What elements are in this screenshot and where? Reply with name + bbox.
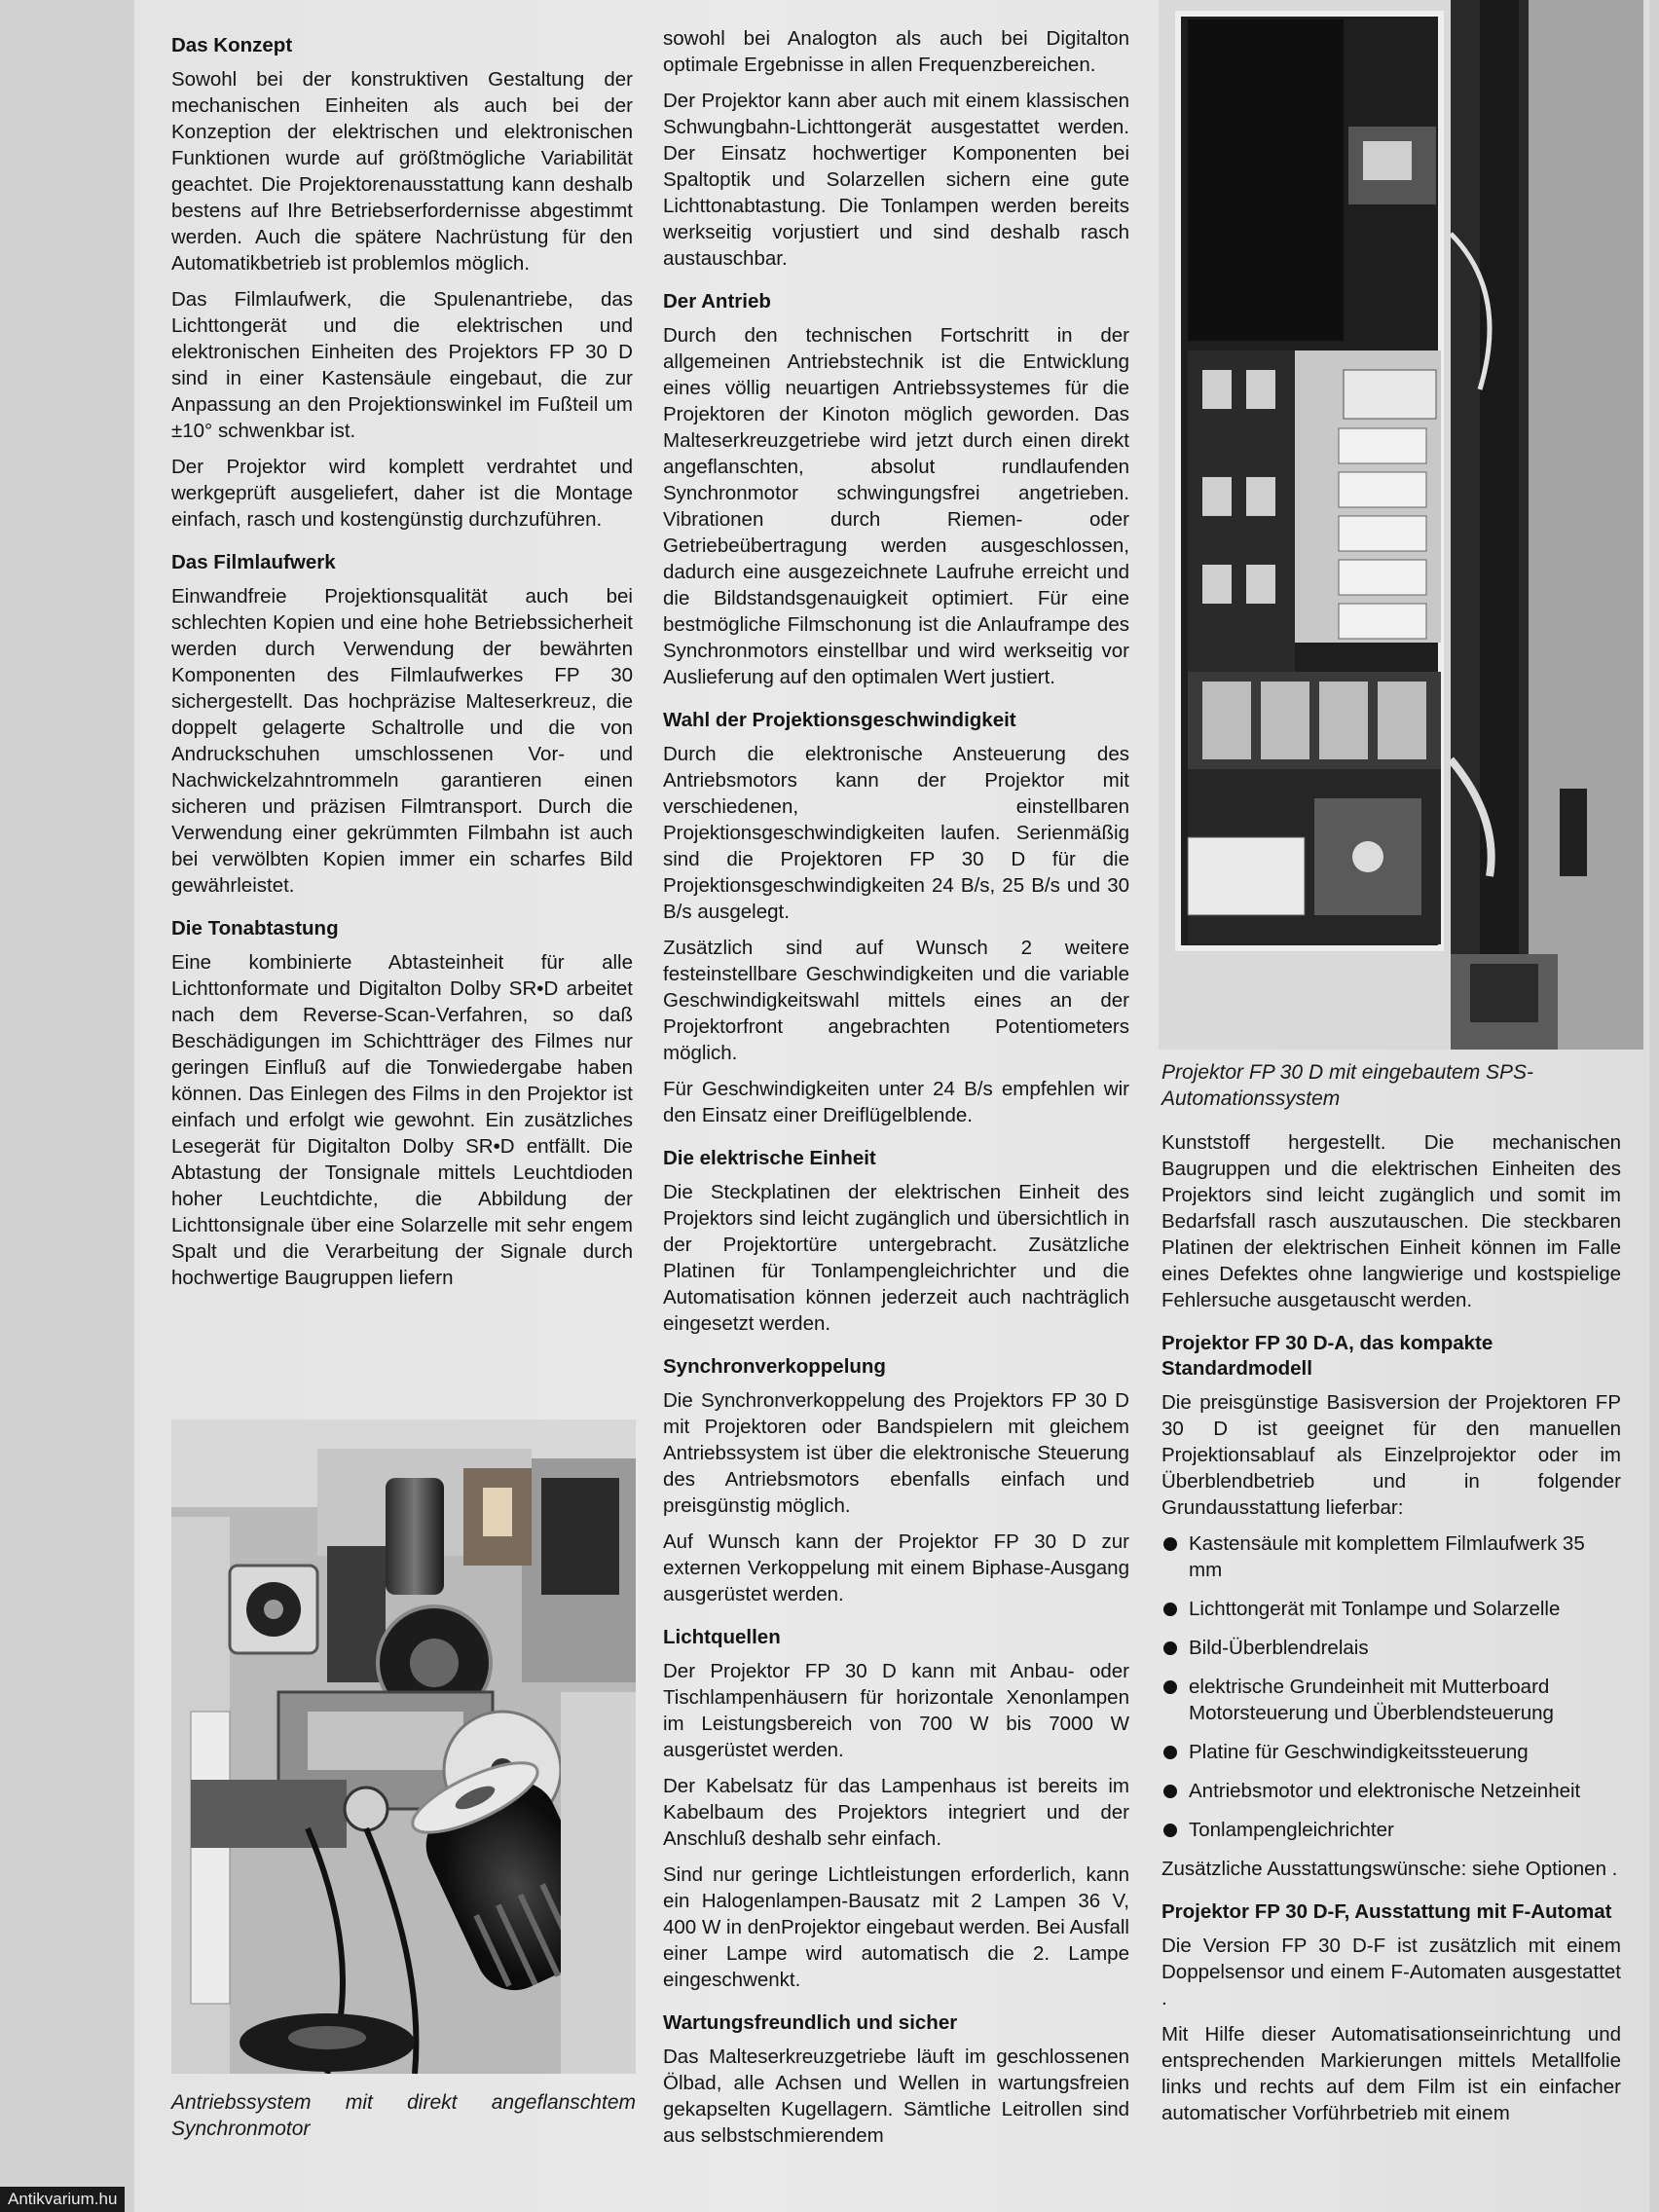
watermark-label: Antikvarium.hu [0,2187,125,2212]
paragraph-elektrisch: Die Steckplatinen der elektrischen Einheit des Projektors sind leicht zugänglich und übersichtlich in der Projektortüre untergebracht. Zusätzliche Platinen für Tonlampengleichrichter und die Automatisation können jederzeit auch nachträglich eingesetzt werden. [663,1181,1129,1335]
list-item: Lichttongerät mit Tonlampe und Solarzelle [1161,1596,1621,1622]
paragraph-licht-1: Der Projektor FP 30 D kann mit Anbau- oder Tischlampenhäusern für horizontale Xenonlampen im Leistungsbereich von 700 W bis 7000 W ausgerüstet werden. [663,1660,1129,1761]
text-column-middle [663,25,1129,2158]
heading-wahl: Wahl der Projektionsgeschwindigkeit [663,709,1016,731]
heading-elektrisch: Die elektrische Einheit [663,1147,876,1169]
paragraph-tonabtastung: Eine kombinierte Abtasteinheit für alle Lichttonformate und Digitalton Dolby SR•D arbeitet nach dem Reverse-Scan-Verfahren, so daß Beschädigungen im Schichtträger des Filmes nur geringen Einfluß auf die Tonwiedergabe haben können. Das Einlegen des Films in den Projektor ist einfach und erfolgt wie gewohnt. Ein zusätzliches Lesegerät für Digitalton Dolby SR•D entfällt. Die Abtastung der Tonsignale mittels Leuchtdioden hoher Leuchtdichte, die Abbildung der Lichttonsignale über eine Solarzelle mit sehr engem Spalt und die Verarbeitung der Signale durch hochwertige Baugruppen liefern [171,951,633,1289]
paragraph-konzept-3: Der Projektor wird komplett verdrahtet und werkgeprüft ausgeliefert, daher ist die Montage einfach, rasch und kostengünstig durchzuführen. [171,456,633,531]
paragraph-filmlaufwerk: Einwandfreie Projektionsqualität auch bei schlechten Kopien und eine hohe Betriebssicherheit werden durch Verwendung der bewährten Komponenten des Filmlaufwerkes FP 30 sichergestellt. Das hochpräzise Malteserkreuz, die doppelt gelagerte Schaltrolle und die von Andruckschuhen umschlossenen Vor- und Nachwickelzahntrommeln garantieren einen sicheren und präzisen Filmtransport. Durch die Verwendung einer gekrümmten Filmbahn ist auch bei verwölbten Kopien immer ein scharfes Bild gewährleistet. [171,585,633,897]
paragraph-synchron-1: Die Synchronverkoppelung des Projektors FP 30 D mit Projektoren oder Bandspielern mit gleichem Antriebssystem ist über die elektronische Steuerung des Antriebsmotors ebenfalls einfach und preisgünstig möglich. [663,1389,1129,1517]
text-column-left [171,33,633,1301]
list-item: Bild-Überblendrelais [1161,1635,1621,1661]
paragraph-lichtton: Der Projektor kann aber auch mit einem klassischen Schwungbahn-Lichttongerät ausgestattet werden. Der Einsatz hochwertiger Komponenten bei Spaltoptik und Solarzellen sichern eine gute Lichttonabtastung. Die Tonlampen werden bereits werkseitig vorjustiert und sind deshalb rasch austauschbar. [663,90,1129,270]
paragraph-wartung: Das Malteserkreuzgetriebe läuft im geschlossenen Ölbad, alle Achsen und Wellen in wartungsfreien gekapselten Kugellagern. Sämtliche Leitrollen sind aus selbstschmierendem [663,2046,1129,2147]
paragraph-konzept-1: Sowohl bei der konstruktiven Gestaltung der mechanischen Einheiten als auch bei der Konzeption der elektrischen und elektronischen Funktionen wurde auf größtmögliche Variabilität geachtet. Die Projektorenausstattung kann deshalb bestens auf Ihre Betriebserfordernisse abgestimmt werden. Auch die spätere Nachrüstung für den Automatikbetrieb ist problemlos möglich. [171,68,633,275]
paragraph-wahl-2: Zusätzlich sind auf Wunsch 2 weitere festeinstellbare Geschwindigkeiten und die variable Geschwindigkeitswahl mittels eines an der Projektorfront angebrachten Potentiometers möglich. [663,937,1129,1064]
heading-antrieb: Der Antrieb [663,290,771,313]
paragraph-fp30df-2: Mit Hilfe dieser Automatisationseinrichtung und entsprechenden Markierungen mittels Metallfolie links und rechts auf dem Film ist ein einfacher automatischer Vorführbetrieb mit einem [1161,2023,1621,2124]
heading-licht: Lichtquellen [663,1626,781,1648]
paragraph-kunststoff: Kunststoff hergestellt. Die mechanischen Baugruppen und die elektrischen Einheiten des Projektors sind leicht zugänglich und somit im Bedarfsfall rasch auszutauschen. Die steckbaren Platinen der elektrischen Einheit können im Falle eines Defektes ohne langwierige und kostspielige Fehlersuche ausgetauscht werden. [1161,1131,1621,1311]
paragraph-wahl-3: Für Geschwindigkeiten unter 24 B/s empfehlen wir den Einsatz einer Dreiflügelblende. [663,1078,1129,1126]
paragraph-wahl-1: Durch die elektronische Ansteuerung des Antriebsmotors kann der Projektor mit verschiedenen, einstellbaren Projektionsgeschwindigkeiten laufen. Serienmäßig sind die Projektoren FP 30 D für die Projektionsgeschwindigkeiten 24 B/s, 25 B/s und 30 B/s ausgelegt. [663,743,1129,923]
paragraph-licht-3: Sind nur geringe Lichtleistungen erforderlich, kann ein Halogenlampen-Bausatz mit 2 Lampen 36 V, 400 W in denProjektor eingebaut werden. Bei Ausfall einer Lampe wird automatisch die 2. Lampe eingeschwenkt. [663,1863,1129,1991]
list-item: Kastensäule mit komplettem Filmlaufwerk 35 mm [1161,1530,1621,1583]
projector-cabinet-photo [1159,0,1643,1050]
heading-wartung: Wartungsfreundlich und sicher [663,2011,958,2034]
list-item: Antriebsmotor und elektronische Netzeinheit [1161,1778,1621,1804]
heading-fp30da: Projektor FP 30 D-A, das kompakte Standardmodell [1161,1332,1493,1380]
caption-drive-system: Antriebssystem mit direkt angeflanschtem Synchronmotor [171,2091,636,2140]
heading-tonabtastung: Die Tonabtastung [171,917,339,940]
text-column-right [1161,1129,1621,2136]
heading-synchron: Synchronverkoppelung [663,1355,886,1378]
heading-konzept: Das Konzept [171,34,293,56]
paragraph-licht-2: Der Kabelsatz für das Lampenhaus ist bereits im Kabelbaum des Projektors integriert und der Anschluß deshalb sehr einfach. [663,1775,1129,1850]
paragraph-fp30df-1: Die Version FP 30 D-F ist zusätzlich mit einem Doppelsensor und einem F-Automaten ausgestattet . [1161,1935,1621,2009]
paragraph-options: Zusätzliche Ausstattungswünsche: siehe Optionen . [1161,1858,1618,1880]
heading-filmlaufwerk: Das Filmlaufwerk [171,551,336,573]
list-item: Platine für Geschwindigkeitssteuerung [1161,1739,1621,1765]
list-item: Tonlampengleichrichter [1161,1817,1621,1843]
heading-fp30df: Projektor FP 30 D-F, Ausstattung mit F-Automat [1161,1900,1612,1923]
list-item: elektrische Grundeinheit mit Mutterboard Motorsteuerung und Überblendsteuerung [1161,1674,1621,1726]
paragraph-fp30da: Die preisgünstige Basisversion der Projektoren FP 30 D ist geeignet für den manuellen Projektionsablauf als Einzelprojektor oder im Überblendbetrieb und in folgender Grundausstattung lieferbar: [1161,1391,1621,1519]
paragraph-konzept-2: Das Filmlaufwerk, die Spulenantriebe, das Lichttongerät und die elektrischen und elektronischen Einheiten des Projektors FP 30 D sind in einer Kastensäule eingebaut, die zur Anpassung an den Projektionswinkel im Fußteil um ±10° schwenkbar ist. [171,288,633,442]
paragraph-intro: sowohl bei Analogton als auch bei Digitalton optimale Ergebnisse in allen Frequenzbereichen. [663,27,1129,76]
paragraph-synchron-2: Auf Wunsch kann der Projektor FP 30 D zur externen Verkoppelung mit einem Biphase-Ausgang ausgerüstet werden. [663,1530,1129,1605]
equipment-list [1161,1530,1621,1843]
paragraph-antrieb: Durch den technischen Fortschritt in der allgemeinen Antriebstechnik ist die Entwicklung eines völlig neuartigen Antriebssystemes für die Projektoren der Kinoton möglich geworden. Das Malteserkreuzgetriebe wird jetzt durch einen direkt angeflanschten, absolut rundlaufenden Synchronmotor schwingungsfrei angetrieben. Vibrationen durch Riemen- oder Getriebeübertragung werden ausgeschlossen, dadurch eine ausgezeichnete Laufruhe erreicht und die Bildstandsgenauigkeit optimiert. Für eine bestmögliche Filmschonung ist die Anlauframpe des Synchronmotors einstellbar und wird werkseitig vor Auslieferung auf den optimalen Wert justiert. [663,324,1129,688]
caption-projector-cabinet: Projektor FP 30 D mit eingebautem SPS-Automationssystem [1161,1061,1534,1110]
drive-system-photo [171,1419,636,2074]
